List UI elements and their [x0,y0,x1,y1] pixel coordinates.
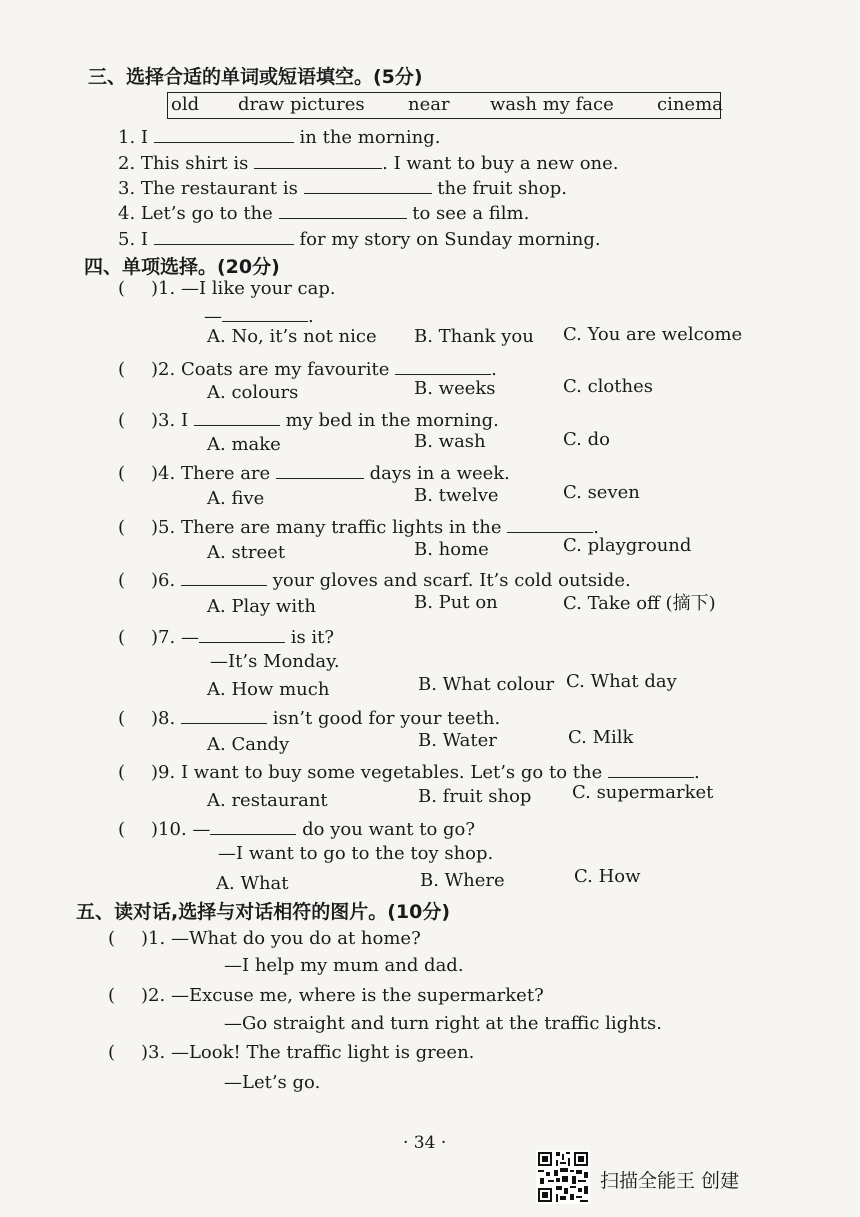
answer-blank[interactable] [181,567,267,586]
word-bank-item: near [408,94,450,115]
option-b[interactable]: B. Where [420,870,505,891]
option-c[interactable]: C. seven [563,482,640,503]
answer-paren[interactable]: ( [118,359,126,380]
option-a[interactable]: A. How much [207,679,330,700]
section3-title: 三、选择合适的单词或短语填空。(5分) [88,66,423,88]
option-a[interactable]: A. No, it’s not nice [207,326,377,347]
answer-blank[interactable] [608,759,694,778]
mc-question-9: ( )9. I want to buy some vegetables. Let’s go to the . [118,759,700,783]
answer-paren[interactable]: ( [118,708,126,729]
mc-question-6: ( )6. your gloves and scarf. It’s cold outside. [118,567,631,591]
option-b[interactable]: B. wash [414,431,486,452]
mc-question-10: ( )10. — do you want to go? [118,816,475,840]
answer-paren[interactable]: ( [108,985,116,1006]
dialogue-3-question: ( )3. —Look! The traffic light is green. [108,1042,475,1063]
mc-question-1-reply: — . [204,303,314,327]
option-c[interactable]: C. playground [563,535,692,556]
option-a[interactable]: A. Candy [207,734,290,755]
answer-blank[interactable] [154,226,294,245]
answer-paren[interactable]: ( [108,928,116,949]
answer-paren[interactable]: ( [118,278,126,299]
option-c[interactable]: C. You are welcome [563,324,743,345]
answer-blank[interactable] [304,175,432,194]
mc-question-3: ( )3. I my bed in the morning. [118,407,499,431]
option-c[interactable]: C. Milk [568,727,634,748]
answer-paren[interactable]: ( [118,570,126,591]
dialogue-3-answer: —Let’s go. [224,1072,321,1093]
answer-paren[interactable]: ( [118,410,126,431]
option-a[interactable]: A. make [207,434,281,455]
option-b[interactable]: B. weeks [414,378,496,399]
answer-paren[interactable]: ( [108,1042,116,1063]
section5-title: 五、读对话,选择与对话相符的图片。(10分) [76,901,451,923]
answer-blank[interactable] [395,356,491,375]
option-b[interactable]: B. home [414,539,489,560]
word-bank-item: wash my face [490,94,614,115]
mc-question-8: ( )8. isn’t good for your teeth. [118,705,500,729]
option-a[interactable]: A. colours [207,382,299,403]
answer-blank[interactable] [276,460,364,479]
word-bank-item: draw pictures [238,94,365,115]
mc-question-2: ( )2. Coats are my favourite . [118,356,497,380]
dialogue-1-question: ( )1. —What do you do at home? [108,928,421,949]
mc-question-1: ( )1. —I like your cap. [118,278,336,299]
option-a[interactable]: A. What [216,873,289,894]
page-number: · 34 · [403,1133,447,1153]
word-bank-item: cinema [657,94,723,115]
option-c[interactable]: C. clothes [563,376,653,397]
answer-blank[interactable] [194,407,280,426]
answer-blank[interactable] [222,303,308,322]
answer-blank[interactable] [279,200,407,219]
mc-question-7-reply: —It’s Monday. [210,651,340,672]
fill-item-5: 5. I for my story on Sunday morning. [118,226,601,250]
option-a[interactable]: A. Play with [207,596,316,617]
fill-item-1: 1. I in the morning. [118,124,440,148]
option-a[interactable]: A. five [207,488,265,509]
qr-code-icon [536,1150,590,1204]
option-a[interactable]: A. restaurant [207,790,328,811]
dialogue-2-answer: —Go straight and turn right at the traffic lights. [224,1013,662,1034]
fill-item-3: 3. The restaurant is the fruit shop. [118,175,567,199]
answer-blank[interactable] [181,705,267,724]
option-b[interactable]: B. Put on [414,592,498,613]
answer-blank[interactable] [199,624,285,643]
option-c[interactable]: C. What day [566,671,677,692]
answer-paren[interactable]: ( [118,463,126,484]
word-bank-box [167,92,721,119]
word-bank-item: old [171,94,200,115]
option-b[interactable]: B. What colour [418,674,555,695]
answer-paren[interactable]: ( [118,517,126,538]
option-c[interactable]: C. supermarket [572,782,714,803]
mc-question-5: ( )5. There are many traffic lights in the . [118,514,599,538]
mc-question-10-reply: —I want to go to the toy shop. [218,843,494,864]
option-a[interactable]: A. street [207,542,286,563]
fill-item-2: 2. This shirt is . I want to buy a new one. [118,150,619,174]
answer-blank[interactable] [154,124,294,143]
mc-question-4: ( )4. There are days in a week. [118,460,510,484]
dialogue-1-answer: —I help my mum and dad. [224,955,464,976]
option-b[interactable]: B. Water [418,730,497,751]
answer-blank[interactable] [507,514,593,533]
answer-paren[interactable]: ( [118,819,126,840]
option-b[interactable]: B. Thank you [414,326,534,347]
option-c[interactable]: C. How [574,866,641,887]
answer-blank[interactable] [210,816,296,835]
scanner-watermark: 扫描全能王 创建 [600,1170,740,1192]
mc-question-7: ( )7. — is it? [118,624,334,648]
dialogue-2-question: ( )2. —Excuse me, where is the supermarket? [108,985,544,1006]
answer-paren[interactable]: ( [118,627,126,648]
answer-blank[interactable] [254,150,382,169]
option-b[interactable]: B. twelve [414,485,499,506]
section4-title: 四、单项选择。(20分) [84,256,280,278]
option-c[interactable]: C. Take off (摘下) [563,593,716,614]
answer-paren[interactable]: ( [118,762,126,783]
fill-item-4: 4. Let’s go to the to see a film. [118,200,529,224]
option-b[interactable]: B. fruit shop [418,786,532,807]
option-c[interactable]: C. do [563,429,610,450]
